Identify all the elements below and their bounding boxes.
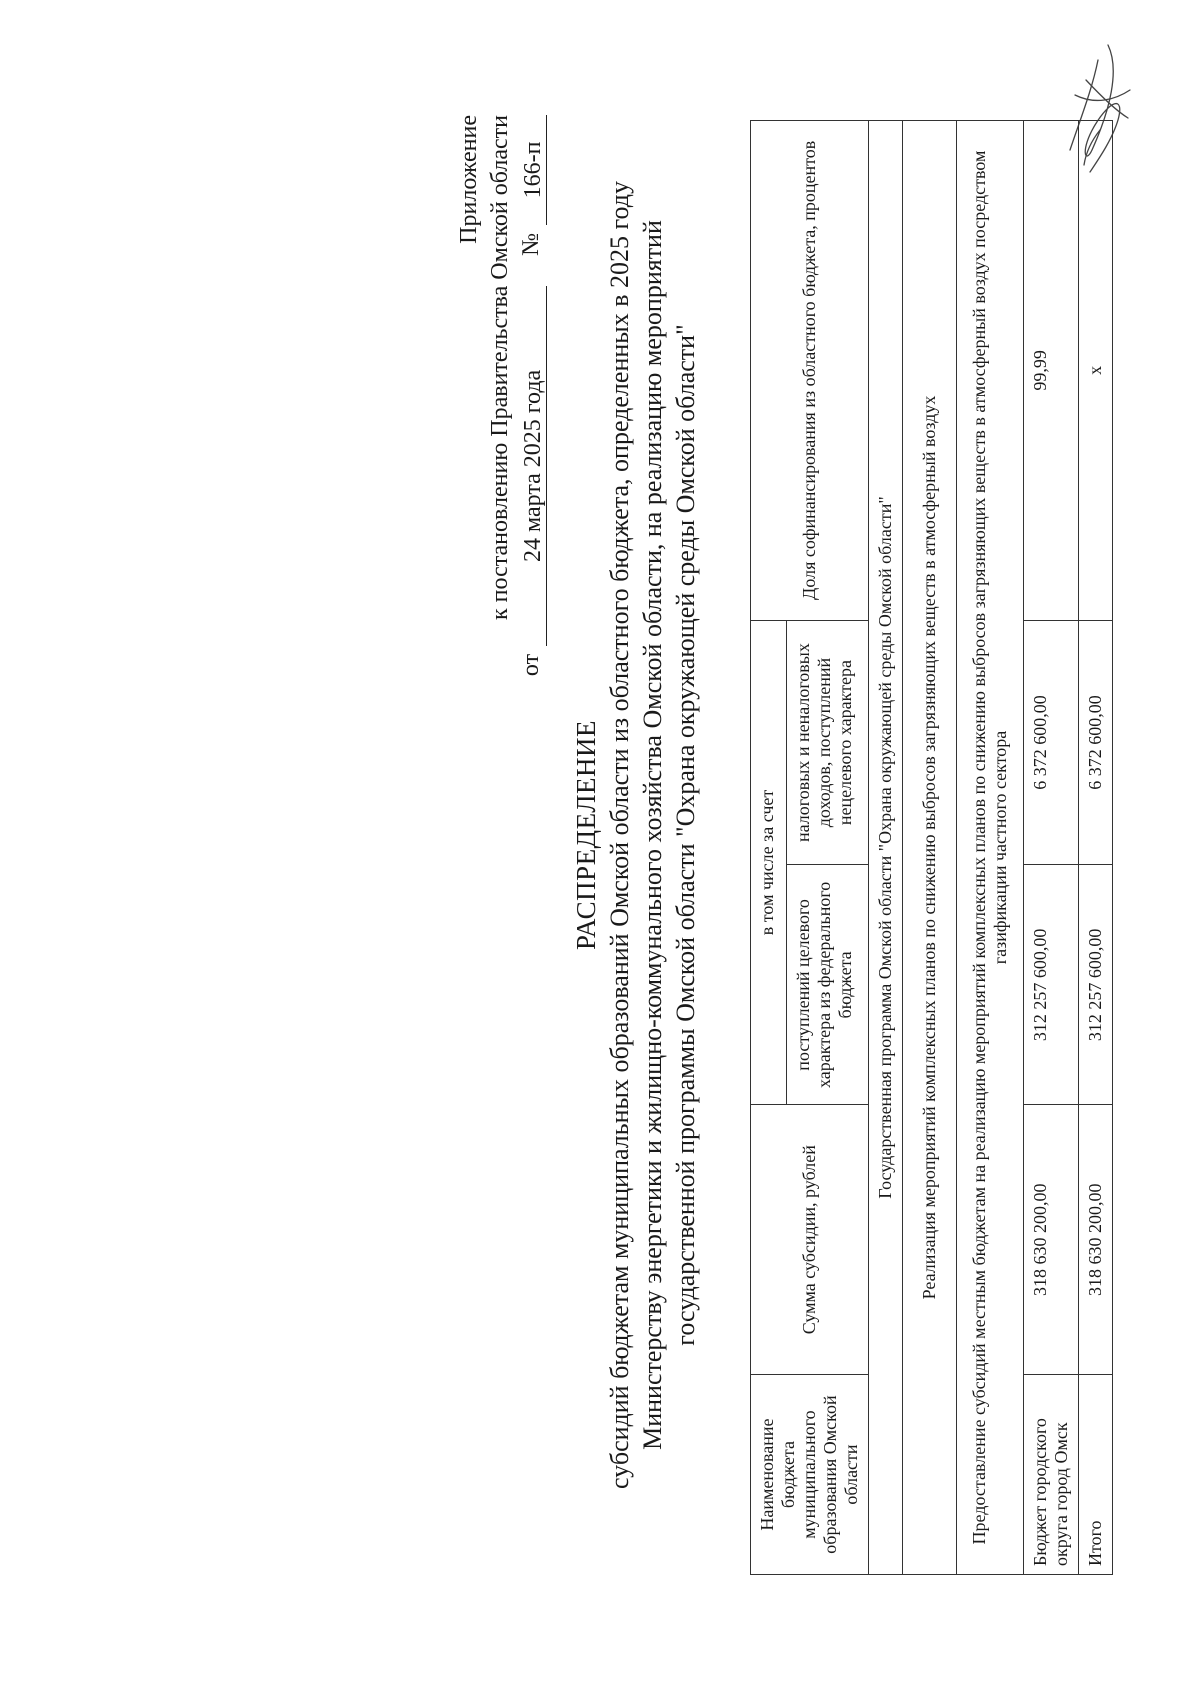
title-line-1: субсидий бюджетам муниципальных образований Омской области из областного бюджета, определенных в 2025 году [605, 180, 634, 1490]
header-tax: налоговых и неналоговых доходов, поступлений нецелевого характера [787, 620, 869, 865]
appendix-resolution: к постановлению Правительства Омской области [487, 115, 513, 621]
row-federal: 312 257 600,00 [1024, 865, 1079, 1105]
appendix-date-line [516, 115, 547, 735]
header-sum: Сумма субсидии, рублей [751, 1105, 869, 1375]
total-federal: 312 257 600,00 [1079, 865, 1113, 1105]
row-tax: 6 372 600,00 [1024, 620, 1079, 865]
page-content [410, 65, 1200, 1605]
header-row [751, 121, 787, 1575]
table-row [1024, 121, 1079, 1575]
title-line-3: государственной программы Омской области "Охрана окружающей среды Омской области" [671, 324, 700, 1346]
section-row-program [869, 121, 903, 1575]
header-federal: поступлений целевого характера из федерального бюджета [787, 865, 869, 1105]
header-including: в том числе за счет [751, 620, 787, 1105]
total-row [1079, 121, 1113, 1575]
document-title [570, 95, 702, 1575]
title-line-2: Министерству энергетики и жилищно-коммунального хозяйства Омской области, на реализацию мероприятий [638, 220, 667, 1450]
distribution-table [750, 120, 1113, 1575]
total-name: Итого [1079, 1375, 1113, 1575]
date-prefix: от [518, 653, 544, 677]
total-share: x [1079, 121, 1113, 621]
total-sum: 318 630 200,00 [1079, 1105, 1113, 1375]
appendix-block [454, 115, 547, 735]
title-heading: РАСПРЕДЕЛЕНИЕ [571, 719, 601, 951]
section-measure: Реализация мероприятий комплексных планов по снижению выбросов загрязняющих веществ в атмосферный воздух [903, 121, 957, 1575]
row-sum: 318 630 200,00 [1024, 1105, 1079, 1375]
row-share: 99,99 [1024, 121, 1079, 621]
section-program: Государственная программа Омской области "Охрана окружающей среды Омской области" [869, 121, 903, 1575]
section-row-measure [903, 121, 957, 1575]
section-subsidy: Предоставление субсидий местным бюджетам на реализацию мероприятий комплексных планов по снижению выбросов загрязняющих веществ в атмосферный воздух посредством газификации частного сектора [957, 121, 1024, 1575]
total-tax: 6 372 600,00 [1079, 620, 1113, 865]
number-prefix: № [518, 233, 544, 256]
header-name: Наименование бюджета муниципального образования Омской области [751, 1375, 869, 1575]
resolution-number: 166-п [520, 115, 547, 225]
row-name: Бюджет городского округа город Омск [1024, 1375, 1079, 1575]
resolution-date: 24 марта 2025 года [520, 286, 547, 646]
appendix-label: Приложение [456, 115, 482, 244]
section-row-subsidy [957, 121, 1024, 1575]
header-share: Доля софинансирования из областного бюджета, процентов [751, 121, 869, 621]
